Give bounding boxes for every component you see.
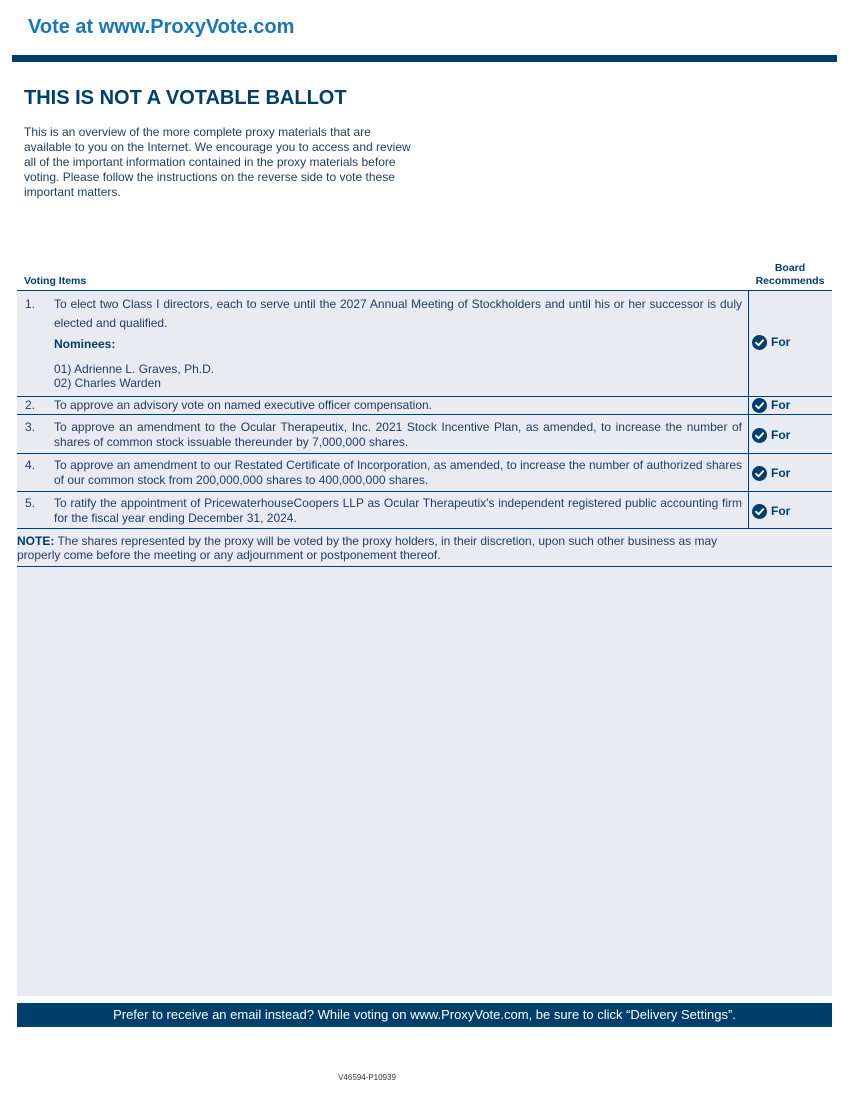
item-text: To approve an amendment to our Restated Certificate of Incorporation, as amended, to increase the number of authorized shares of our common stock from 200,000,000 shares to 400,000,000 shares. (54, 458, 742, 487)
item-text: To approve an amendment to the Ocular Therapeutix, Inc. 2021 Stock Incentive Plan, as amended, to increase the number of shares of common stock issuable thereunder by 7,000,000 shares. (54, 420, 742, 449)
table-rule (17, 414, 832, 415)
note-text: The shares represented by the proxy will be voted by the proxy holders, in their discretion, upon such other business as may properly come before the meeting or any adjournment or postponement thereof. (17, 534, 718, 562)
table-rule (17, 453, 832, 454)
board-recommends-header: Board Recommends (755, 262, 825, 287)
board-recommendation (752, 465, 790, 481)
recommendation-label: For (771, 398, 791, 412)
item-text: To ratify the appointment of PricewaterhouseCoopers LLP as Ocular Therapeutix's independent registered public accounting firm for the fiscal year ending December 31, 2024. (54, 496, 742, 525)
table-rule (17, 396, 832, 397)
note-label: NOTE: (17, 534, 55, 548)
board-recommendation (752, 503, 790, 519)
check-circle-icon (752, 428, 767, 443)
intro-paragraph: This is an overview of the more complete proxy materials that are available to you on the Internet. We encourage you to access and review all of the important information contained in the proxy materials before voting. Please follow the instructions on the reverse side to vote these important matters. (24, 125, 411, 199)
item-number: 5. (25, 496, 36, 510)
nominee: 01) Adrienne L. Graves, Ph.D. (54, 362, 215, 376)
column-divider (748, 290, 749, 528)
item-text: To elect two Class I directors, each to serve until the 2027 Annual Meeting of Stockholders and until his or her successor is duly elected and qualified. (54, 297, 742, 330)
header-divider (12, 55, 837, 62)
note (17, 534, 747, 562)
item-number: 2. (25, 398, 36, 412)
voting-items-header: Voting Items (24, 275, 87, 287)
nominees-label: Nominees: (54, 337, 116, 351)
header-title: Vote at www.ProxyVote.com (28, 16, 295, 38)
table-rule (17, 290, 832, 291)
item-number: 1. (25, 297, 36, 311)
table-rule (17, 491, 832, 492)
board-recommendation (752, 334, 790, 350)
board-recommendation (752, 427, 790, 443)
document-code: V46594-P10939 (338, 1073, 396, 1082)
table-rule (17, 528, 832, 529)
item-text: To approve an advisory vote on named executive officer compensation. (54, 398, 432, 412)
recommendation-label: For (771, 504, 791, 518)
ballot-heading: THIS IS NOT A VOTABLE BALLOT (24, 87, 347, 109)
check-circle-icon (752, 335, 767, 350)
recommendation-label: For (771, 428, 791, 442)
check-circle-icon (752, 398, 767, 413)
check-circle-icon (752, 504, 767, 519)
recommendation-label: For (771, 335, 791, 349)
check-circle-icon (752, 466, 767, 481)
item-number: 3. (25, 420, 36, 434)
table-rule (17, 566, 832, 567)
board-recommendation (752, 397, 790, 413)
email-delivery-banner: Prefer to receive an email instead? While voting on www.ProxyVote.com, be sure to click “Delivery Settings”. (17, 1003, 832, 1027)
item-number: 4. (25, 458, 36, 472)
nominee: 02) Charles Warden (54, 376, 161, 390)
recommendation-label: For (771, 466, 791, 480)
